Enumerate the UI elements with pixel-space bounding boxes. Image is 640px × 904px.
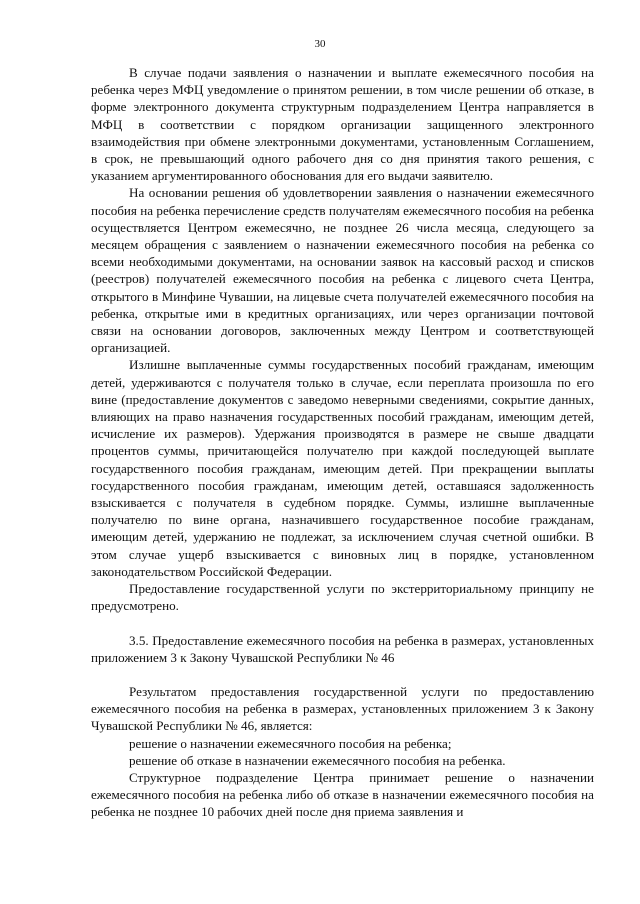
paragraph: Структурное подразделение Центра принимает решение о назначении ежемесячного пособия на ребенка либо об отказе в назначении ежемесячного пособия на ребенка не позднее 10 рабочих дней после дня приема заявления и xyxy=(91,769,594,820)
page-number: 30 xyxy=(314,38,326,50)
list-item: решение о назначении ежемесячного пособия на ребенка; xyxy=(129,735,452,751)
section-title: 3.5. Предоставление ежемесячного пособия на ребенка в размерах, установленных приложением 3 к Закону Чувашской Республики № 46 xyxy=(91,632,594,665)
paragraph: На основании решения об удовлетворении заявления о назначении ежемесячного пособия на ребенка перечисление средств получателям ежемесячного пособия на ребенка осуществляется Центром ежемесячно, не позднее 26 числа месяца, следующего за месяцем обращения с заявлением о назначении ежемесячного пособия на ребенка со всеми необходимыми документами, на основании заявок на кассовый расход и списков (реестров) получателей ежемесячного пособия на ребенка с лицевого счета Центра, открытого в Минфине Чувашии, на лицевые счета получателей ежемесячного пособия на ребенка, открытые ими в кредитных организациях, или через организации почтовой связи на основании договоров, заключенных между Центром и соответствующей организацией. xyxy=(91,185,594,356)
paragraph: В случае подачи заявления о назначении и выплате ежемесячного пособия на ребенка через МФЦ уведомление о принятом решении, в том числе решении об отказе, в форме электронного документа структурным подразделением Центра направляется в МФЦ в соответствии с порядком организации защищенного электронного взаимодействия при обмене электронными документами, установленным Соглашением, в срок, не превышающий одного рабочего дня со дня принятия такого решения, с указанием аргументированного обоснования для его выдачи заявителю. xyxy=(91,65,594,184)
paragraph: Предоставление государственной услуги по экстерриториальному принципу не предусмотрено. xyxy=(91,581,594,614)
paragraph: Излишне выплаченные суммы государственных пособий гражданам, имеющим детей, удерживаются с получателя только в случае, если переплата произошла по его вине (предоставление документов с заведомо неверными сведениями, сокрытие данных, влияющих на право назначения государственных пособий гражданам, имеющим детей, исчисление их размеров). Удержания производятся в размере не свыше двадцати процентов суммы, причитающейся получателю при каждой последующей выплате государственного пособия гражданам, имеющим детей. При прекращении выплаты государственного пособия гражданам, имеющим детей, оставшаяся задолженность взыскивается с получателя в судебном порядке. Суммы, излишне выплаченные получателю по вине органа, назначившего государственное пособие гражданам, имеющим детей, удержанию не подлежат, за исключением случая счетной ошибки. В этом случае ущерб взыскивается с виновных лиц в порядке, установленном законодательством Российской Федерации. xyxy=(91,357,594,579)
paragraph: Результатом предоставления государственной услуги по предоставлению ежемесячного пособия на ребенка в размерах, установленных приложением 3 к Закону Чувашской Республики № 46, является: xyxy=(91,683,594,734)
document-body xyxy=(91,64,594,821)
list-item: решение об отказе в назначении ежемесячного пособия на ребенка. xyxy=(129,752,506,768)
